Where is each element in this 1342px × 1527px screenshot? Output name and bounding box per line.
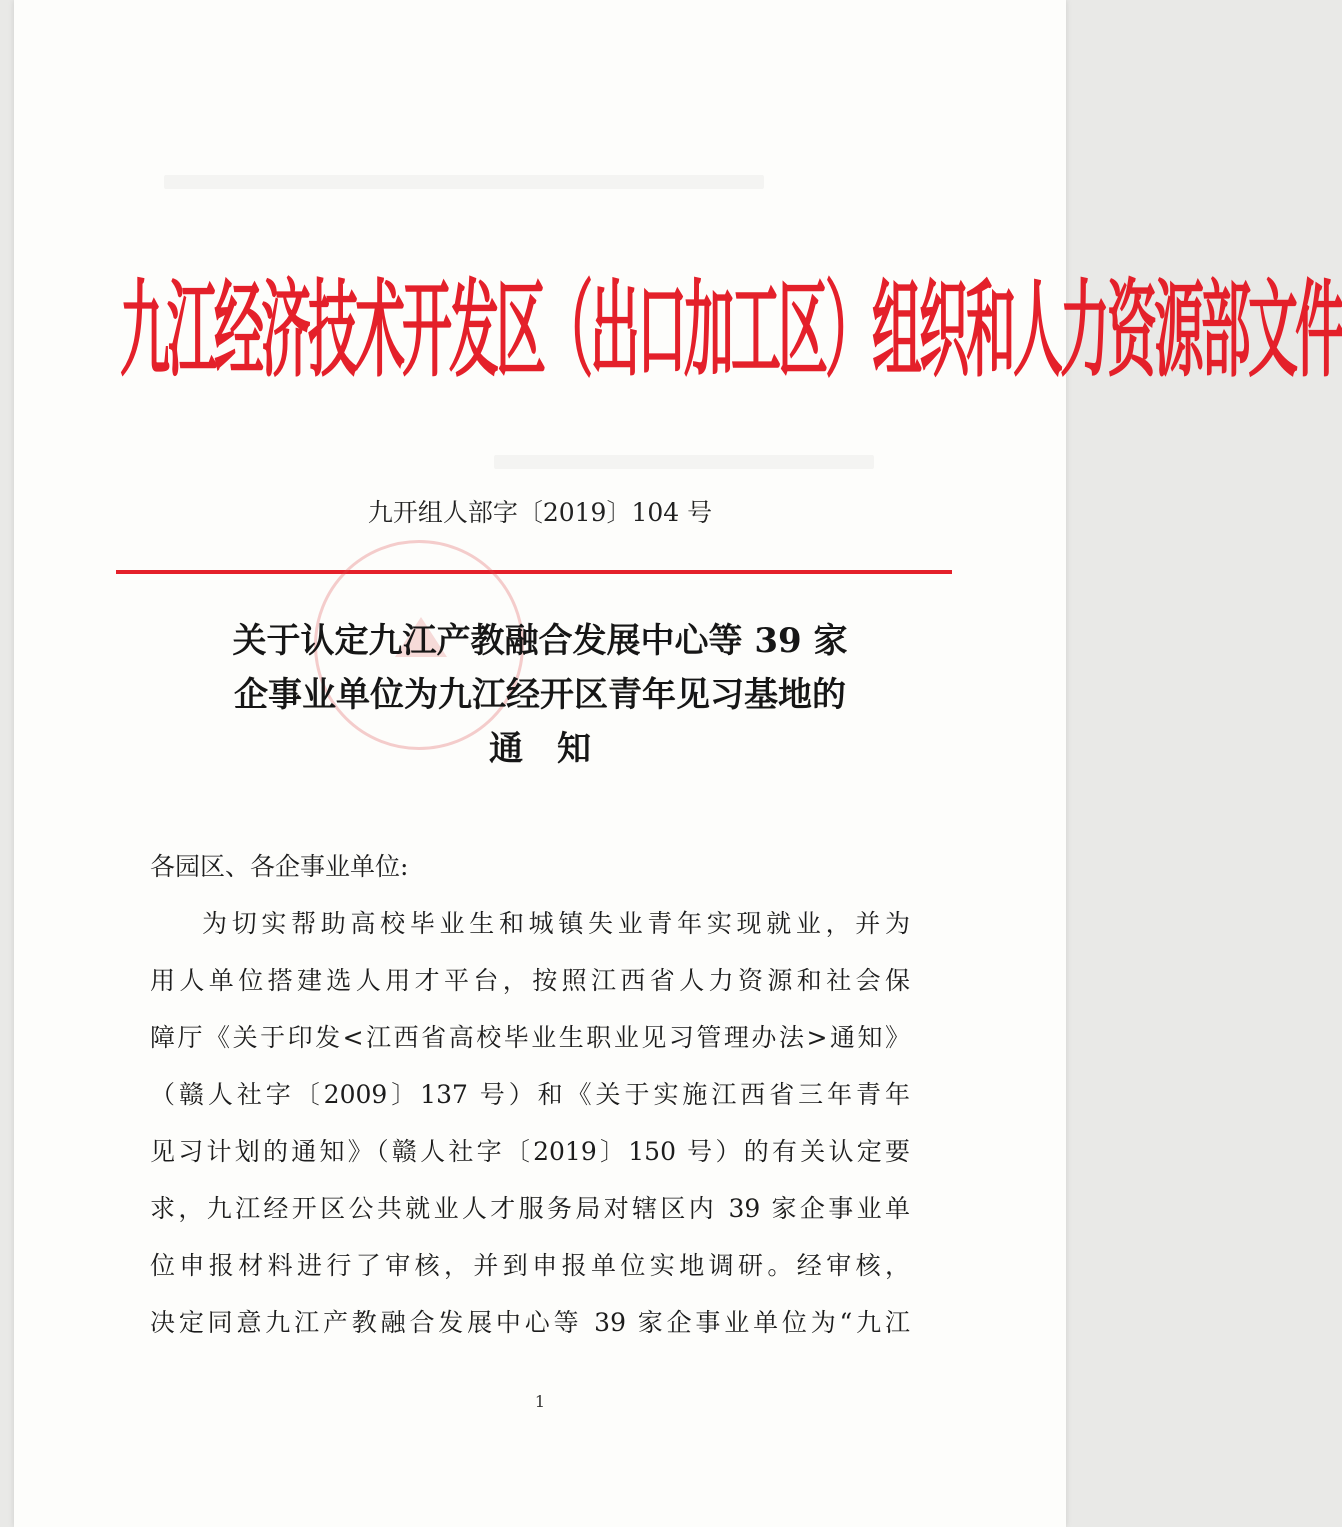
paragraph-line: 为切实帮助高校毕业生和城镇失业青年实现就业，并为: [202, 909, 910, 938]
body-text: [150, 838, 910, 1351]
red-divider-rule: [116, 570, 952, 574]
paragraph-line: 位申报材料进行了审核，并到申报单位实地调研。经审核，: [150, 1251, 910, 1280]
agency-header-title: 九江经济技术开发区（出口加工区）组织和人力资源部文件: [120, 270, 1342, 392]
paragraph-line: （赣人社字〔2009〕137 号）和《关于实施江西省三年青年: [150, 1080, 910, 1109]
document-page: [14, 0, 1342, 1527]
page-number: 1: [534, 1392, 546, 1411]
notice-title: [14, 614, 1066, 776]
paragraph-line: 障厅《关于印发<江西省高校毕业生职业见习管理办法>通知》: [150, 1023, 910, 1052]
document-number: 九开组人部字〔2019〕104 号: [367, 498, 713, 527]
notice-title-line: 通知: [489, 729, 625, 769]
paragraph-line: 用人单位搭建选人用才平台，按照江西省人力资源和社会保: [150, 966, 910, 995]
addressee: 各园区、各企事业单位:: [150, 852, 409, 881]
notice-title-line: 关于认定九江产教融合发展中心等 39 家: [232, 621, 848, 661]
paragraph-line: 求，九江经开区公共就业人才服务局对辖区内 39 家企事业单: [150, 1194, 910, 1223]
paragraph-line: 决定同意九江产教融合发展中心等 39 家企事业单位为“九江: [150, 1308, 910, 1337]
notice-title-line: 企事业单位为九江经开区青年见习基地的: [234, 675, 846, 715]
paragraph-line: 见习计划的通知》（赣人社字〔2019〕150 号）的有关认定要: [150, 1137, 910, 1166]
